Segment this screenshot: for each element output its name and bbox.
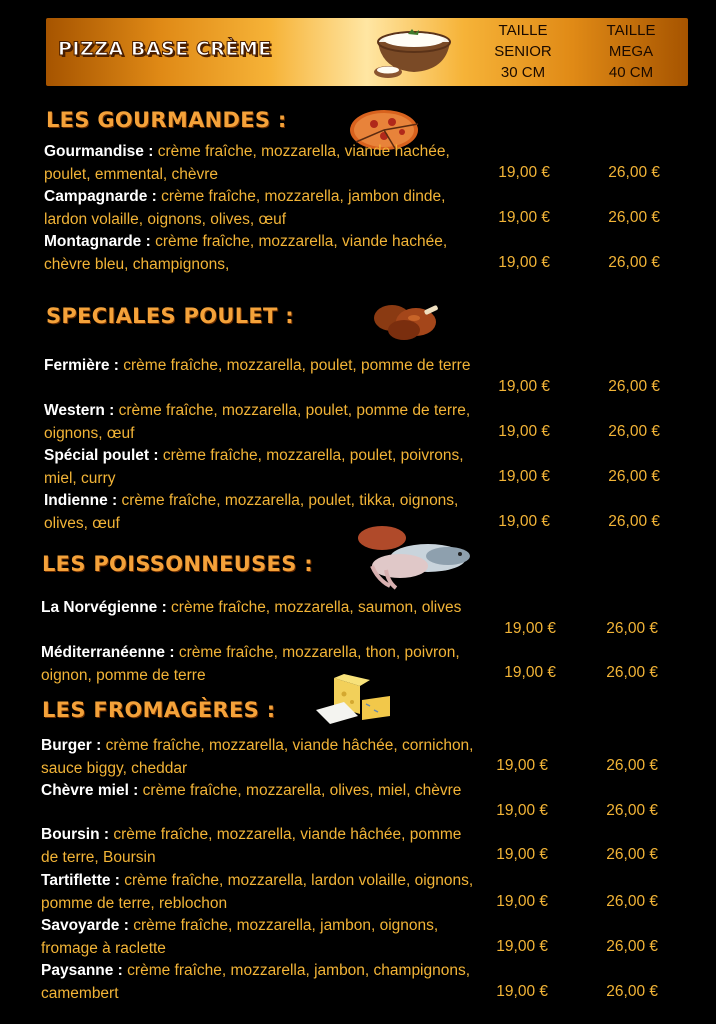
price-mega: 26,00 €	[608, 209, 660, 226]
item-name: Spécial poulet :	[44, 447, 159, 464]
list-item	[41, 597, 486, 620]
price-senior: 19,00 €	[496, 802, 548, 819]
list-item	[41, 915, 481, 960]
price-senior: 19,00 €	[496, 846, 548, 863]
list-item	[44, 400, 474, 445]
section-title-fromageres: LES FROMAGÈRES :	[42, 698, 276, 722]
seafood-icon	[352, 520, 478, 592]
menu-header	[46, 18, 688, 86]
section-title-poissonneuses: LES POISSONNEUSES :	[42, 552, 313, 576]
section-title-gourmandes: LES GOURMANDES :	[46, 108, 287, 132]
price-mega: 26,00 €	[608, 378, 660, 395]
item-name: Fermière :	[44, 357, 119, 374]
price-senior: 19,00 €	[504, 620, 556, 637]
price-senior: 19,00 €	[498, 164, 550, 181]
item-description: crème fraîche, mozzarella, poulet, tikka, oignons, olives, œuf	[44, 492, 459, 532]
price-senior: 19,00 €	[496, 983, 548, 1000]
size-mega-name: MEGA	[608, 43, 654, 60]
price-mega: 26,00 €	[606, 983, 658, 1000]
price-mega: 26,00 €	[606, 802, 658, 819]
price-senior: 19,00 €	[498, 254, 550, 271]
cream-bowl-icon	[368, 20, 456, 84]
price-mega: 26,00 €	[606, 757, 658, 774]
item-description: crème fraîche, mozzarella, viande hachée, chèvre bleu, champignons,	[44, 233, 448, 273]
item-description: crème fraîche, mozzarella, poulet, pomme de terre	[118, 357, 471, 374]
price-mega: 26,00 €	[606, 846, 658, 863]
item-name: Western :	[44, 402, 115, 419]
list-item	[44, 445, 474, 490]
size-mega-label: TAILLE	[606, 22, 656, 39]
item-description: crème fraîche, mozzarella, viande hâchée, cornichon, sauce biggy, cheddar	[41, 737, 474, 777]
price-mega: 26,00 €	[606, 664, 658, 681]
size-senior-label: TAILLE	[498, 22, 548, 39]
size-mega-header	[586, 20, 676, 83]
price-mega: 26,00 €	[608, 164, 660, 181]
price-senior: 19,00 €	[498, 378, 550, 395]
price-mega: 26,00 €	[606, 938, 658, 955]
item-description: crème fraîche, mozzarella, olives, miel, chèvre	[138, 782, 462, 799]
list-item	[44, 355, 474, 378]
item-description: crème fraîche, mozzarella, saumon, olives	[166, 599, 462, 616]
item-description: crème fraîche, mozzarella, viande hachée, poulet, emmental, chèvre	[44, 143, 450, 183]
item-name: Campagnarde :	[44, 188, 157, 205]
item-name: Paysanne :	[41, 962, 123, 979]
price-mega: 26,00 €	[608, 513, 660, 530]
list-item	[44, 186, 474, 231]
chicken-icon	[368, 294, 442, 344]
item-name: Gourmandise :	[44, 143, 154, 160]
size-senior-name: SENIOR	[494, 43, 552, 60]
price-senior: 19,00 €	[496, 938, 548, 955]
price-senior: 19,00 €	[498, 209, 550, 226]
price-senior: 19,00 €	[498, 468, 550, 485]
item-description: crème fraîche, mozzarella, poulet, poivrons, miel, curry	[44, 447, 464, 487]
item-name: Boursin :	[41, 826, 110, 843]
item-description: crème fraîche, mozzarella, jambon, champignons, camembert	[41, 962, 471, 1002]
item-name: Burger :	[41, 737, 102, 754]
item-description: crème fraîche, mozzarella, jambon dinde, lardon volaille, oignons, olives, œuf	[44, 188, 446, 228]
list-item	[41, 780, 481, 803]
price-senior: 19,00 €	[498, 513, 550, 530]
size-mega-diameter: 40 CM	[608, 64, 654, 81]
list-item	[41, 824, 481, 869]
item-description: crème fraîche, mozzarella, poulet, pomme de terre, oignons, œuf	[44, 402, 471, 442]
item-name: Montagnarde :	[44, 233, 151, 250]
price-mega: 26,00 €	[608, 468, 660, 485]
item-name: Indienne :	[44, 492, 118, 509]
list-item	[41, 870, 481, 915]
price-mega: 26,00 €	[608, 423, 660, 440]
section-title-poulet: SPECIALES POULET :	[46, 304, 294, 328]
price-mega: 26,00 €	[608, 254, 660, 271]
item-description: crème fraîche, mozzarella, lardon volaille, oignons, pomme de terre, reblochon	[41, 872, 474, 912]
size-senior-diameter: 30 CM	[500, 64, 546, 81]
item-name: Savoyarde :	[41, 917, 129, 934]
list-item	[41, 642, 486, 687]
size-senior-header	[478, 20, 568, 83]
menu-title: PIZZA BASE CRÈME	[58, 38, 272, 60]
price-mega: 26,00 €	[606, 893, 658, 910]
list-item	[41, 735, 481, 780]
list-item	[44, 231, 474, 276]
price-senior: 19,00 €	[498, 423, 550, 440]
item-name: Méditerranéenne :	[41, 644, 175, 661]
list-item	[41, 960, 481, 1005]
price-senior: 19,00 €	[496, 757, 548, 774]
item-name: Tartiflette :	[41, 872, 120, 889]
item-name: La Norvégienne :	[41, 599, 167, 616]
item-description: crème fraîche, mozzarella, jambon, oignons, fromage à raclette	[41, 917, 439, 957]
price-senior: 19,00 €	[504, 664, 556, 681]
item-description: crème fraîche, mozzarella, viande hâchée, pomme de terre, Boursin	[41, 826, 462, 866]
item-description: crème fraîche, mozzarella, thon, poivron, oignon, pomme de terre	[41, 644, 460, 684]
price-mega: 26,00 €	[606, 620, 658, 637]
item-name: Chèvre miel :	[41, 782, 139, 799]
price-senior: 19,00 €	[496, 893, 548, 910]
cheese-icon	[314, 672, 394, 728]
list-item	[44, 141, 474, 186]
